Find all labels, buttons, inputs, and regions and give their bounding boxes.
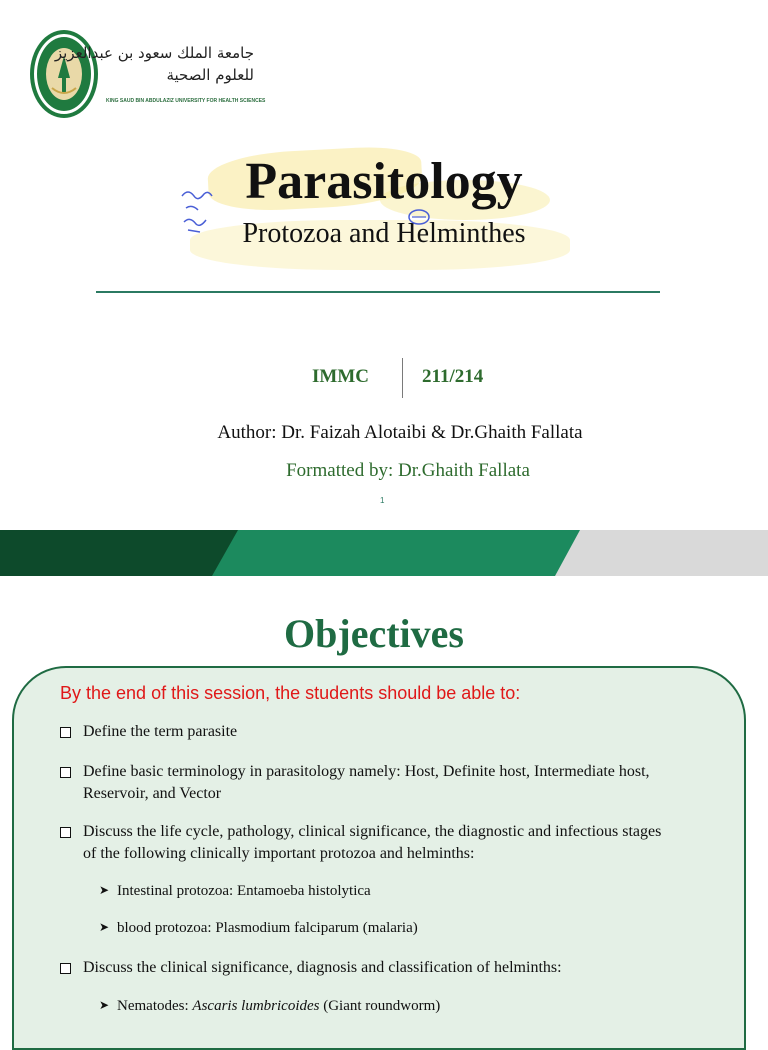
subitem-suffix: (Giant roundworm)	[319, 998, 441, 1014]
checkbox-bullet-icon	[60, 767, 71, 778]
page-number: 1	[380, 496, 385, 505]
university-name-arabic-line2: للعلوم الصحية	[166, 66, 254, 84]
objective-subitem: Intestinal protozoa: Entamoeba histolytica	[117, 883, 371, 899]
footer-band	[0, 530, 768, 576]
university-seal-logo	[28, 28, 100, 120]
slide-subtitle: Protozoa and Helminthes	[242, 218, 526, 249]
arrow-bullet-icon: ➤	[99, 920, 110, 934]
objective-subitem	[117, 995, 440, 1017]
objective-item: Discuss the clinical significance, diagnosis and classification of helminths:	[83, 959, 562, 976]
arrow-bullet-icon: ➤	[99, 883, 110, 897]
author-line: Author: Dr. Faizah Alotaibi & Dr.Ghaith Fallata	[217, 422, 583, 443]
course-name: IMMC	[312, 366, 369, 387]
handwritten-annotation	[178, 186, 228, 236]
university-name-english: KING SAUD BIN ABDULAZIZ UNIVERSITY FOR HEALTH SCIENCES	[106, 98, 266, 104]
objective-item-line: Reservoir, and Vector	[83, 785, 222, 802]
formatted-by-line: Formatted by: Dr.Ghaith Fallata	[286, 460, 530, 481]
objective-item-line: Define basic terminology in parasitology namely: Host, Definite host, Intermediate host,	[83, 763, 650, 780]
checkbox-bullet-icon	[60, 727, 71, 738]
objectives-intro: By the end of this session, the students should be able to:	[60, 683, 521, 703]
checkbox-bullet-icon	[60, 963, 71, 974]
checkbox-bullet-icon	[60, 827, 71, 838]
vertical-divider	[402, 358, 403, 398]
course-codes: 211/214	[422, 366, 484, 387]
university-name-arabic-line1: جامعة الملك سعود بن عبدالعزيز	[54, 44, 254, 62]
objective-subitem: blood protozoa: Plasmodium falciparum (malaria)	[117, 920, 418, 936]
university-wordmark	[54, 44, 266, 110]
subitem-prefix: Nematodes:	[117, 998, 193, 1014]
objective-item: Define the term parasite	[83, 723, 238, 740]
objectives-slide	[0, 580, 768, 1024]
title-divider	[96, 291, 660, 293]
objective-item-line: Discuss the life cycle, pathology, clinical significance, the diagnostic and infectious stages	[83, 823, 662, 840]
species-name: Ascaris lumbricoides	[192, 998, 320, 1014]
objectives-title: Objectives	[284, 611, 464, 656]
slide-title: Parasitology	[245, 153, 523, 210]
objective-item-line: of the following clinically important protozoa and helminths:	[83, 845, 475, 862]
handwritten-annotation	[404, 206, 434, 228]
arrow-bullet-icon: ➤	[99, 998, 110, 1012]
